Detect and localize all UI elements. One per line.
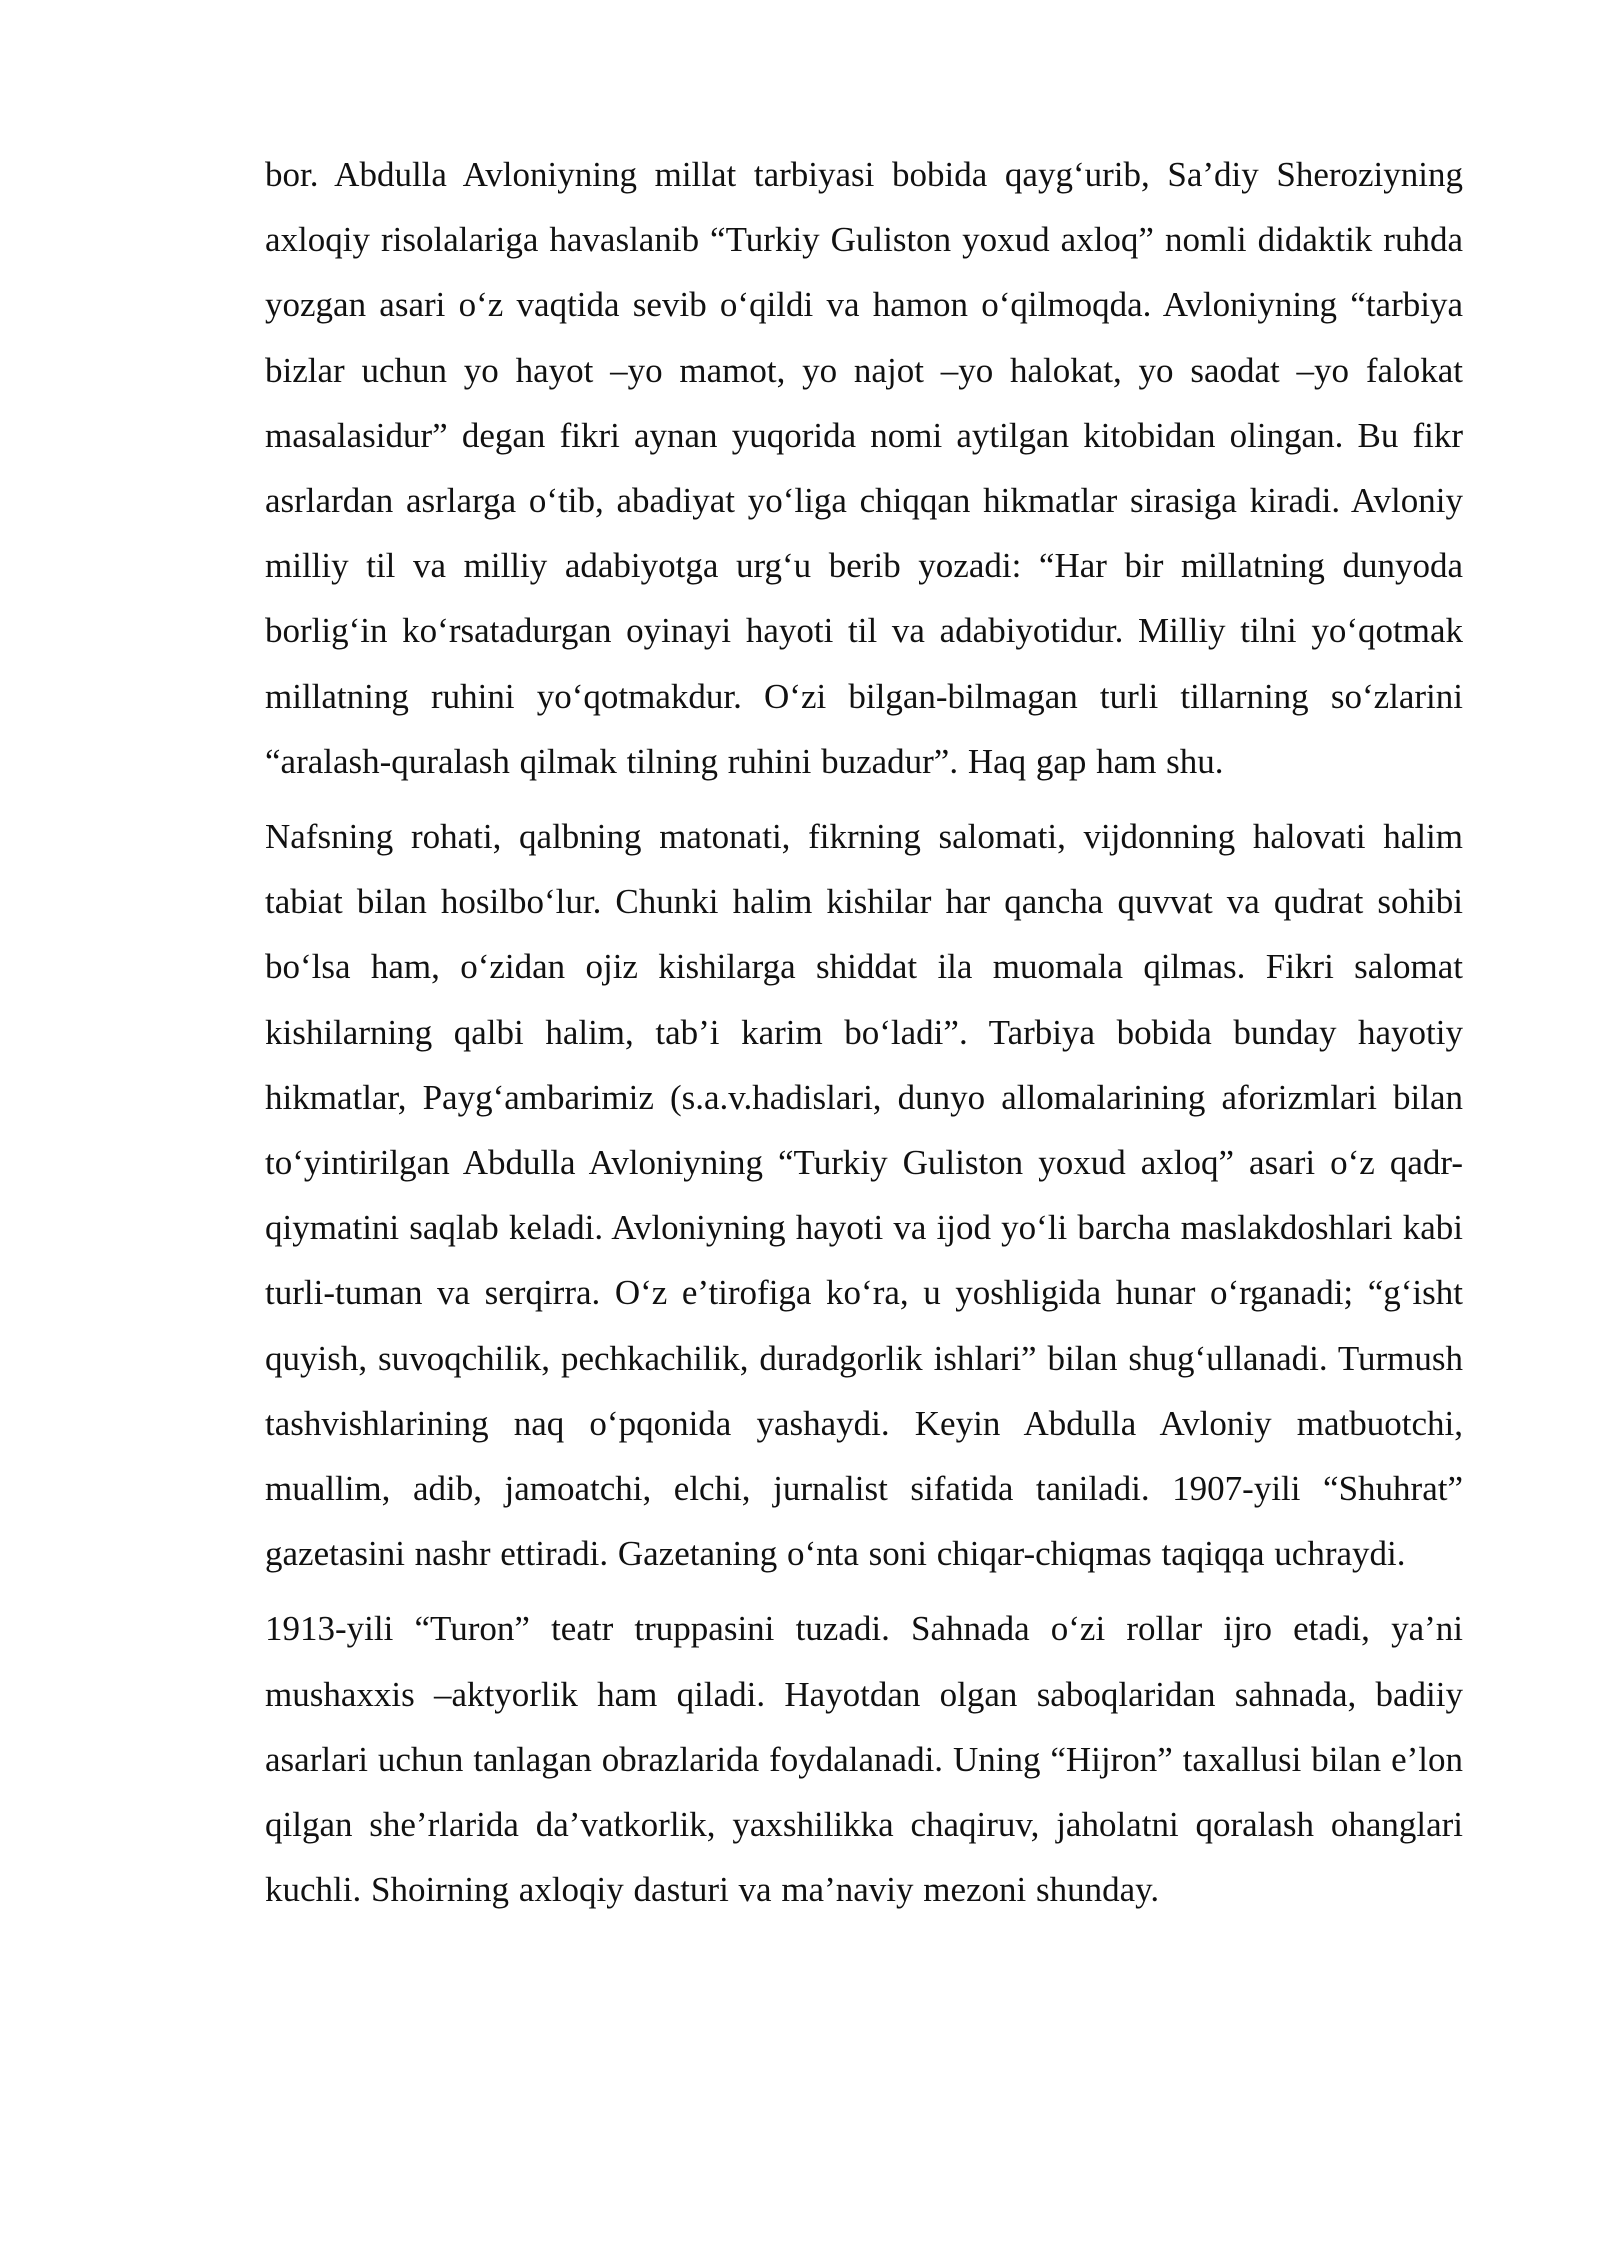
paragraph-1: bor. Abdulla Avloniyning millat tarbiyasi bobida qayg‘urib, Sa’diy Sheroziyning axloqiy risolalariga havaslanib “Turkiy Guliston yoxud axloq” nomli didaktik ruhda yozgan asari o‘z vaqtida sevib o‘qildi va hamon o‘qilmoqda. Avloniyning “tarbiya bizlar uchun yo hayot –yo mamot, yo najot –yo halokat, yo saodat –yo falokat masalasidur” degan fikri aynan yuqorida nomi aytilgan kitobidan olingan. Bu fikr asrlardan asrlarga o‘tib, abadiyat yo‘liga chiqqan hikmatlar sirasiga kiradi. Avloniy milliy til va milliy adabiyotga urg‘u berib yozadi: “Har bir millatning dunyoda borlig‘in ko‘rsatadurgan oyinayi hayoti til va adabiyotidur. Milliy tilni yo‘qotmak millatning ruhini yo‘qotmakdur. O‘zi bilgan-bilmagan turli tillarning so‘zlarini “aralash-quralash qilmak tilning ruhini buzadur”. Haq gap ham shu. [265,155,1463,781]
paragraph-3: 1913-yili “Turon” teatr truppasini tuzadi. Sahnada o‘zi rollar ijro etadi, ya’ni mushaxxis –aktyorlik ham qiladi. Hayotdan olgan saboqlaridan sahnada, badiiy asarlari uchun tanlagan obrazlarida foydalanadi. Uning “Hijron” taxallusi bilan e’lon qilgan she’rlarida da’vatkorlik, yaxshilikka chaqiruv, jaholatni qoralash ohanglari kuchli. Shoirning axloqiy dasturi va ma’naviy mezoni shunday. [265,1609,1463,1910]
document-page [265,142,1463,1932]
paragraph-2: Nafsning rohati, qalbning matonati, fikrning salomati, vijdonning halovati halim tabiat bilan hosilbo‘lur. Chunki halim kishilar har qancha quvvat va qudrat sohibi bo‘lsa ham, o‘zidan ojiz kishilarga shiddat ila muomala qilmas. Fikri salomat kishilarning qalbi halim, tab’i karim bo‘ladi”. Tarbiya bobida bunday hayotiy hikmatlar, Payg‘ambarimiz (s.a.v.hadislari, dunyo allomalarining aforizmlari bilan to‘yintirilgan Abdulla Avloniyning “Turkiy Guliston yoxud axloq” asari o‘z qadr-qiymatini saqlab keladi. Avloniyning hayoti va ijod yo‘li barcha maslakdoshlari kabi turli-tuman va serqirra. O‘z e’tirofiga ko‘ra, u yoshligida hunar o‘rganadi; “g‘isht quyish, suvoqchilik, pechkachilik, duradgorlik ishlari” bilan shug‘ullanadi. Turmush tashvishlarining naq o‘pqonida yashaydi. Keyin Abdulla Avloniy matbuotchi, muallim, adib, jamoatchi, elchi, jurnalist sifatida taniladi. 1907-yili “Shuhrat” gazetasini nashr ettiradi. Gazetaning o‘nta soni chiqar-chiqmas taqiqqa uchraydi. [265,817,1463,1574]
